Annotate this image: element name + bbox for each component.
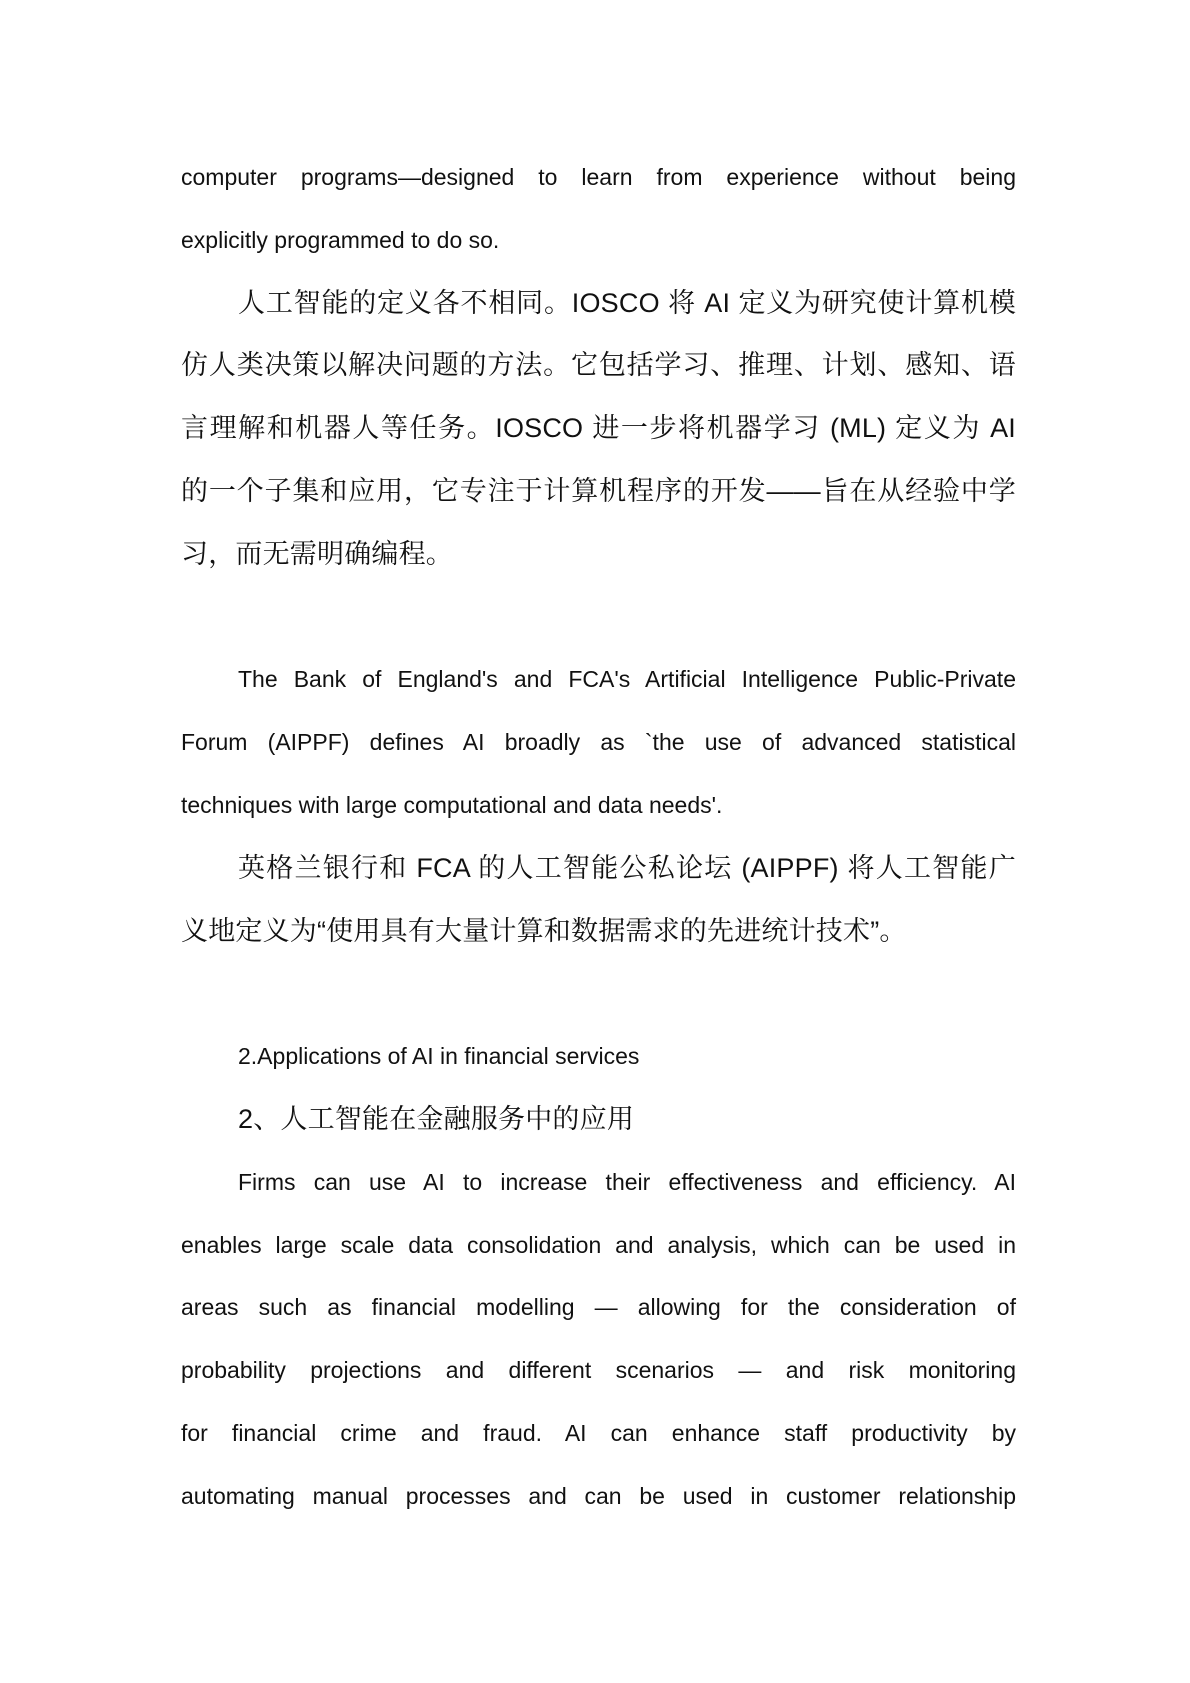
english-paragraph [181,1151,1016,1528]
blank-line [181,962,1016,1025]
chinese-paragraph [181,272,1016,586]
text-line: 英格兰银行和 FCA 的人工智能公私论坛 (AIPPF) 将人工智能广 [238,852,1016,883]
section-heading [181,1025,1016,1088]
text-line: Firms can use AI to increase their effectiveness and efficiency. AI [238,1168,1016,1195]
text-line: for financial crime and fraud. AI can enhance staff productivity by [181,1419,1016,1446]
text-line: areas such as financial modelling — allowing for the consideration of [181,1294,1016,1321]
text-line: 仿人类决策以解决问题的方法。它包括学习、推理、计划、感知、语 [181,350,1016,381]
section-heading [181,1088,1016,1151]
text-line: probability projections and different scenarios — and risk monitoring [181,1357,1016,1384]
blank-line [181,586,1016,649]
text-line: The Bank of England's and FCA's Artificial Intelligence Public-Private [238,666,1016,693]
chinese-paragraph [181,837,1016,963]
text-line: 的一个子集和应用，它专注于计算机程序的开发——旨在从经验中学 [181,475,1016,506]
document-body [181,146,1016,1528]
text-line: 言理解和机器人等任务。IOSCO 进一步将机器学习 (ML) 定义为 AI [181,413,1016,444]
text-line: enables large scale data consolidation and analysis, which can be used in [181,1231,1016,1258]
english-paragraph [181,648,1016,836]
text-line: 人工智能的定义各不相同。IOSCO 将 AI 定义为研究使计算机模 [238,287,1016,318]
text-line: automating manual processes and can be used in customer relationship [181,1482,1016,1509]
text-line: techniques with large computational and data needs'. [181,791,723,818]
text-line: 习，而无需明确编程。 [181,538,453,569]
text-line: computer programs—designed to learn from experience without being [181,164,1016,190]
text-line: 义地定义为“使用具有大量计算和数据需求的先进统计技术”。 [181,915,907,946]
text-line: 2、人工智能在金融服务中的应用 [238,1103,635,1134]
text-line: 2.Applications of AI in financial services [238,1043,640,1070]
text-line: explicitly programmed to do so. [181,226,500,253]
english-paragraph [181,146,1016,272]
text-line: Forum (AIPPF) defines AI broadly as `the use of advanced statistical [181,729,1016,756]
